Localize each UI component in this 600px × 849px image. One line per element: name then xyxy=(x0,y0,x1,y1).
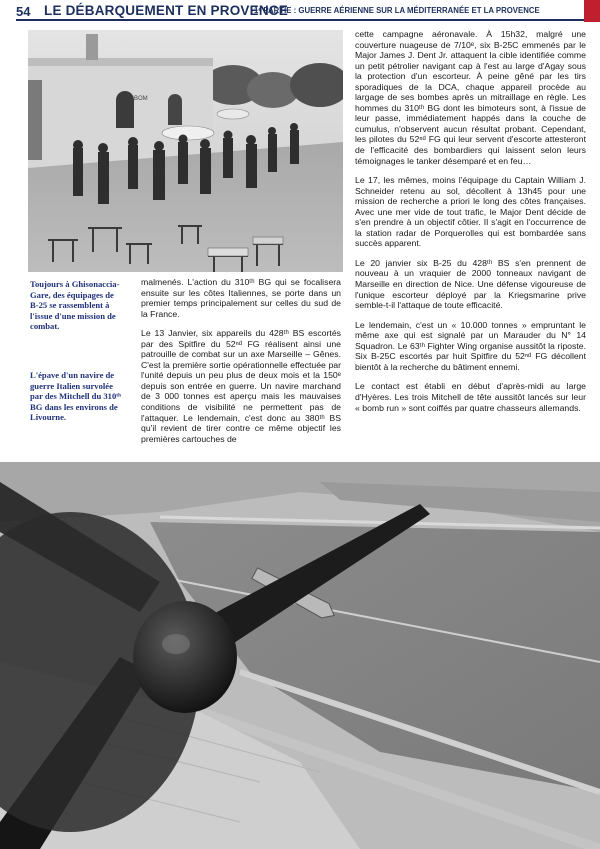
paragraph: Le contact est établi en début d'après-midi au large d'Hyères. Les trois Mitchell de tête aussitôt lancés sur leur « bomb run » sont coiffés par quatre chasseurs allemands. xyxy=(355,381,586,413)
paragraph: Le 17, les mêmes, moins l'équipage du Captain William J. Schneider retenu au sol, décollent à 13h45 pour une mission de recherche a priori le long des côtes françaises. Avec une mer vide de tout trafic, le Major Dent décide de s'en prendre à un objectif côtier. Il s'agit en l'occurrence de la station radar de Porquerolles qui est bombardée sans succès apparent. xyxy=(355,175,586,249)
building-sign: BOM xyxy=(134,96,148,102)
paragraph: malmenés. L'action du 310ᵗʰ BG qui se focalisera ensuite sur les côtes Italiennes, se porte dans un premier temps principalement sur celles du sud de la France. xyxy=(141,277,341,319)
header-rule xyxy=(16,19,584,21)
text-column-right xyxy=(355,29,586,422)
page-header xyxy=(0,0,600,22)
running-title: LE DÉBARQUEMENT EN PROVENCE xyxy=(44,3,288,18)
paragraph: cette campagne aéronavale. À 15h32, malgré une couverture nuageuse de 7/10ᵉ, six B-25C emmenés par le Major James J. Dent Jr. attaquent la cible identifiée comme un petit pétrolier navigant cap à l'est au large d'Agay sous la protection d'un escorteur. À peine gêné par les tirs sporadiques de la DCA, chaque appareil procède au largage de ses bombes après un mitraillage en règle. Les hommes du 310ᵗʰ BG dont les bimoteurs sont, à l'issue de leur passe, immédiatement happés dans la couche de cumulus, n'observent aucun résultat probant. Cependant, les pilotes du 52ⁿᵈ FG qui leur servent d'escorte attesteront de l'efficacité des bombardiers qui laissent selon leurs témoignages le tanker désemparé et en feu… xyxy=(355,29,586,166)
header-red-tab xyxy=(584,0,600,22)
paragraph: Le 20 janvier six B-25 du 428ᵗʰ BS s'en prennent de nouveau à un vraquier de 2000 tonneaux navigant de Marseille en direction de Nice. Une défense vigoureuse de l'unique escorteur déployé par la Kriegsmarine prive semble-t-il l'attaque de toute efficacité. xyxy=(355,257,586,311)
text-column-middle xyxy=(141,277,341,453)
paragraph: Le lendemain, c'est un « 10.000 tonnes » empruntant le même axe qui est signalé par un Marauder du N° 14 Squadron. Le 63ᵗʰ Fighter Wing organise aussitôt la riposte. Six B-25C escortés par huit Spitfire du 52ⁿᵈ FG décollent bientôt à la recherche du bâtiment ennemi. xyxy=(355,319,586,372)
running-subtitle: 1ᵉ PARTIE : GUERRE AÉRIENNE SUR LA MÉDITERRANÉE ET LA PROVENCE xyxy=(254,6,540,15)
caption-aircrews: Toujours à Ghisonaccia-Gare, des équipages de B-25 se rassemblent à l'issue d'une mission de combat. xyxy=(30,279,120,332)
photo-aircrews xyxy=(28,30,343,272)
page-number: 54 xyxy=(16,4,31,19)
paragraph: Le 13 Janvier, six appareils du 428ᵗʰ BS escortés par des Spitfire du 52ⁿᵈ FG réalisent ainsi une patrouille de combat sur un axe Marseille – Gênes. C'est la première sortie opérationnelle effectuée par l'unité depuis un peu plus de deux mois et la 150ᵉ depuis son entrée en guerre. Un navire marchand de 3 000 tonnes est aperçu mais les mauvaises conditions de visibilité ne permettent pas de l'attaquer. Le lendemain, c'est donc au 380ᵗʰ BS qu'il revient de tirer contre ce même objectif les premières cartouches de xyxy=(141,328,341,444)
photo-aerial-shipwreck xyxy=(0,462,600,849)
caption-shipwreck: L'épave d'un navire de guerre Italien survolée par des Mitchell du 310ᵗʰ BG dans les environs de Livourne. xyxy=(30,370,121,423)
